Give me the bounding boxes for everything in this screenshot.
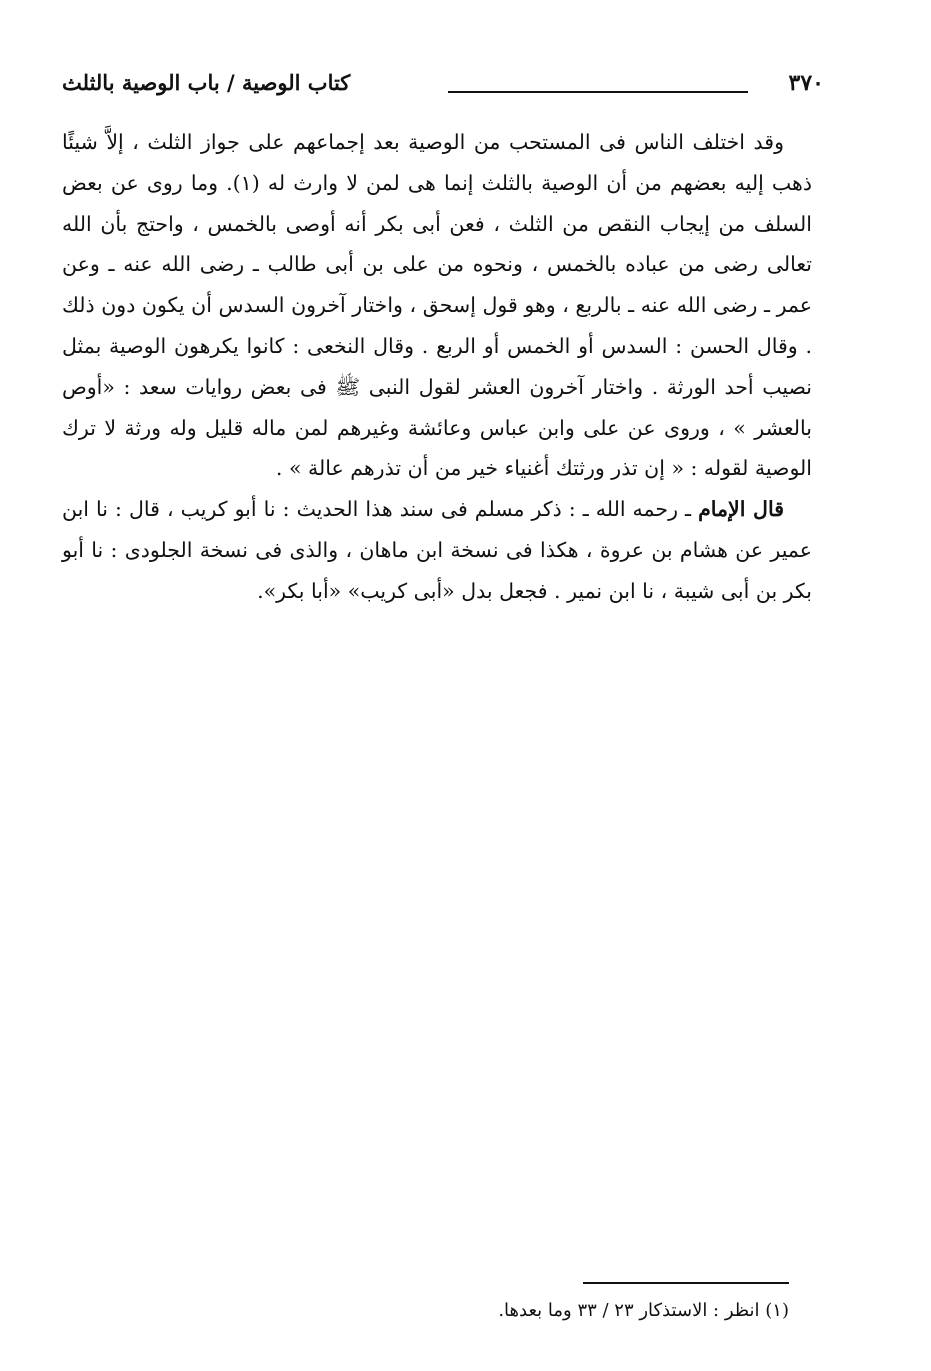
page-header [62,66,824,106]
running-title: كتاب الوصية / باب الوصية بالثلث [62,70,351,95]
paragraph-2 [62,489,812,611]
header-rule [448,91,748,93]
footnote: (١) انظر : الاستذكار ٢٣ / ٣٣ وما بعدها. [498,1300,789,1321]
footnote-rule [583,1282,789,1284]
paragraph-2-text: ـ رحمه الله ـ : ذكر مسلم فى سند هذا الحديث : نا أبو كريب ، قال : نا ابن عمير عن هشام بن عروة ، هكذا فى نسخة ابن ماهان ، والذى فى نسخة الجلودى : نا أبو بكر بن أبى شيبة ، نا ابن نمير . فجعل بدل «أبى كريب» «أبا بكر». [62,497,812,603]
page-number: ٣٧٠ [788,70,824,96]
paragraph-1: وقد اختلف الناس فى المستحب من الوصية بعد إجماعهم على جواز الثلث ، إلاَّ شيئًا ذهب إليه بعضهم من أن الوصية بالثلث إنما هى لمن لا وارث له (١). وما روى عن بعض السلف من إيجاب النقص من الثلث ، فعن أبى بكر أنه أوصى بالخمس ، واحتج بأن الله تعالى رضى من عباده بالخمس ، ونحوه من على بن أبى طالب ـ رضى الله عنه ـ وعن عمر ـ رضى الله عنه ـ بالربع ، وهو قول إسحق ، واختار آخرون السدس أن يكون دون ذلك . وقال الحسن : السدس أو الخمس أو الربع . وقال النخعى : كانوا يكرهون الوصية بمثل نصيب أحد الورثة . واختار آخرون العشر لقول النبى ﷺ فى بعض روايات سعد : «أوص بالعشر » ، وروى عن على وابن عباس وعائشة وغيرهم لمن ماله قليل وله ورثة لا ترك الوصية لقوله : « إن تذر ورثتك أغنياء خير من أن تذرهم عالة » . [62,130,812,481]
paragraph-2-speaker: قال الإمام [698,497,784,522]
main-text [62,122,812,612]
